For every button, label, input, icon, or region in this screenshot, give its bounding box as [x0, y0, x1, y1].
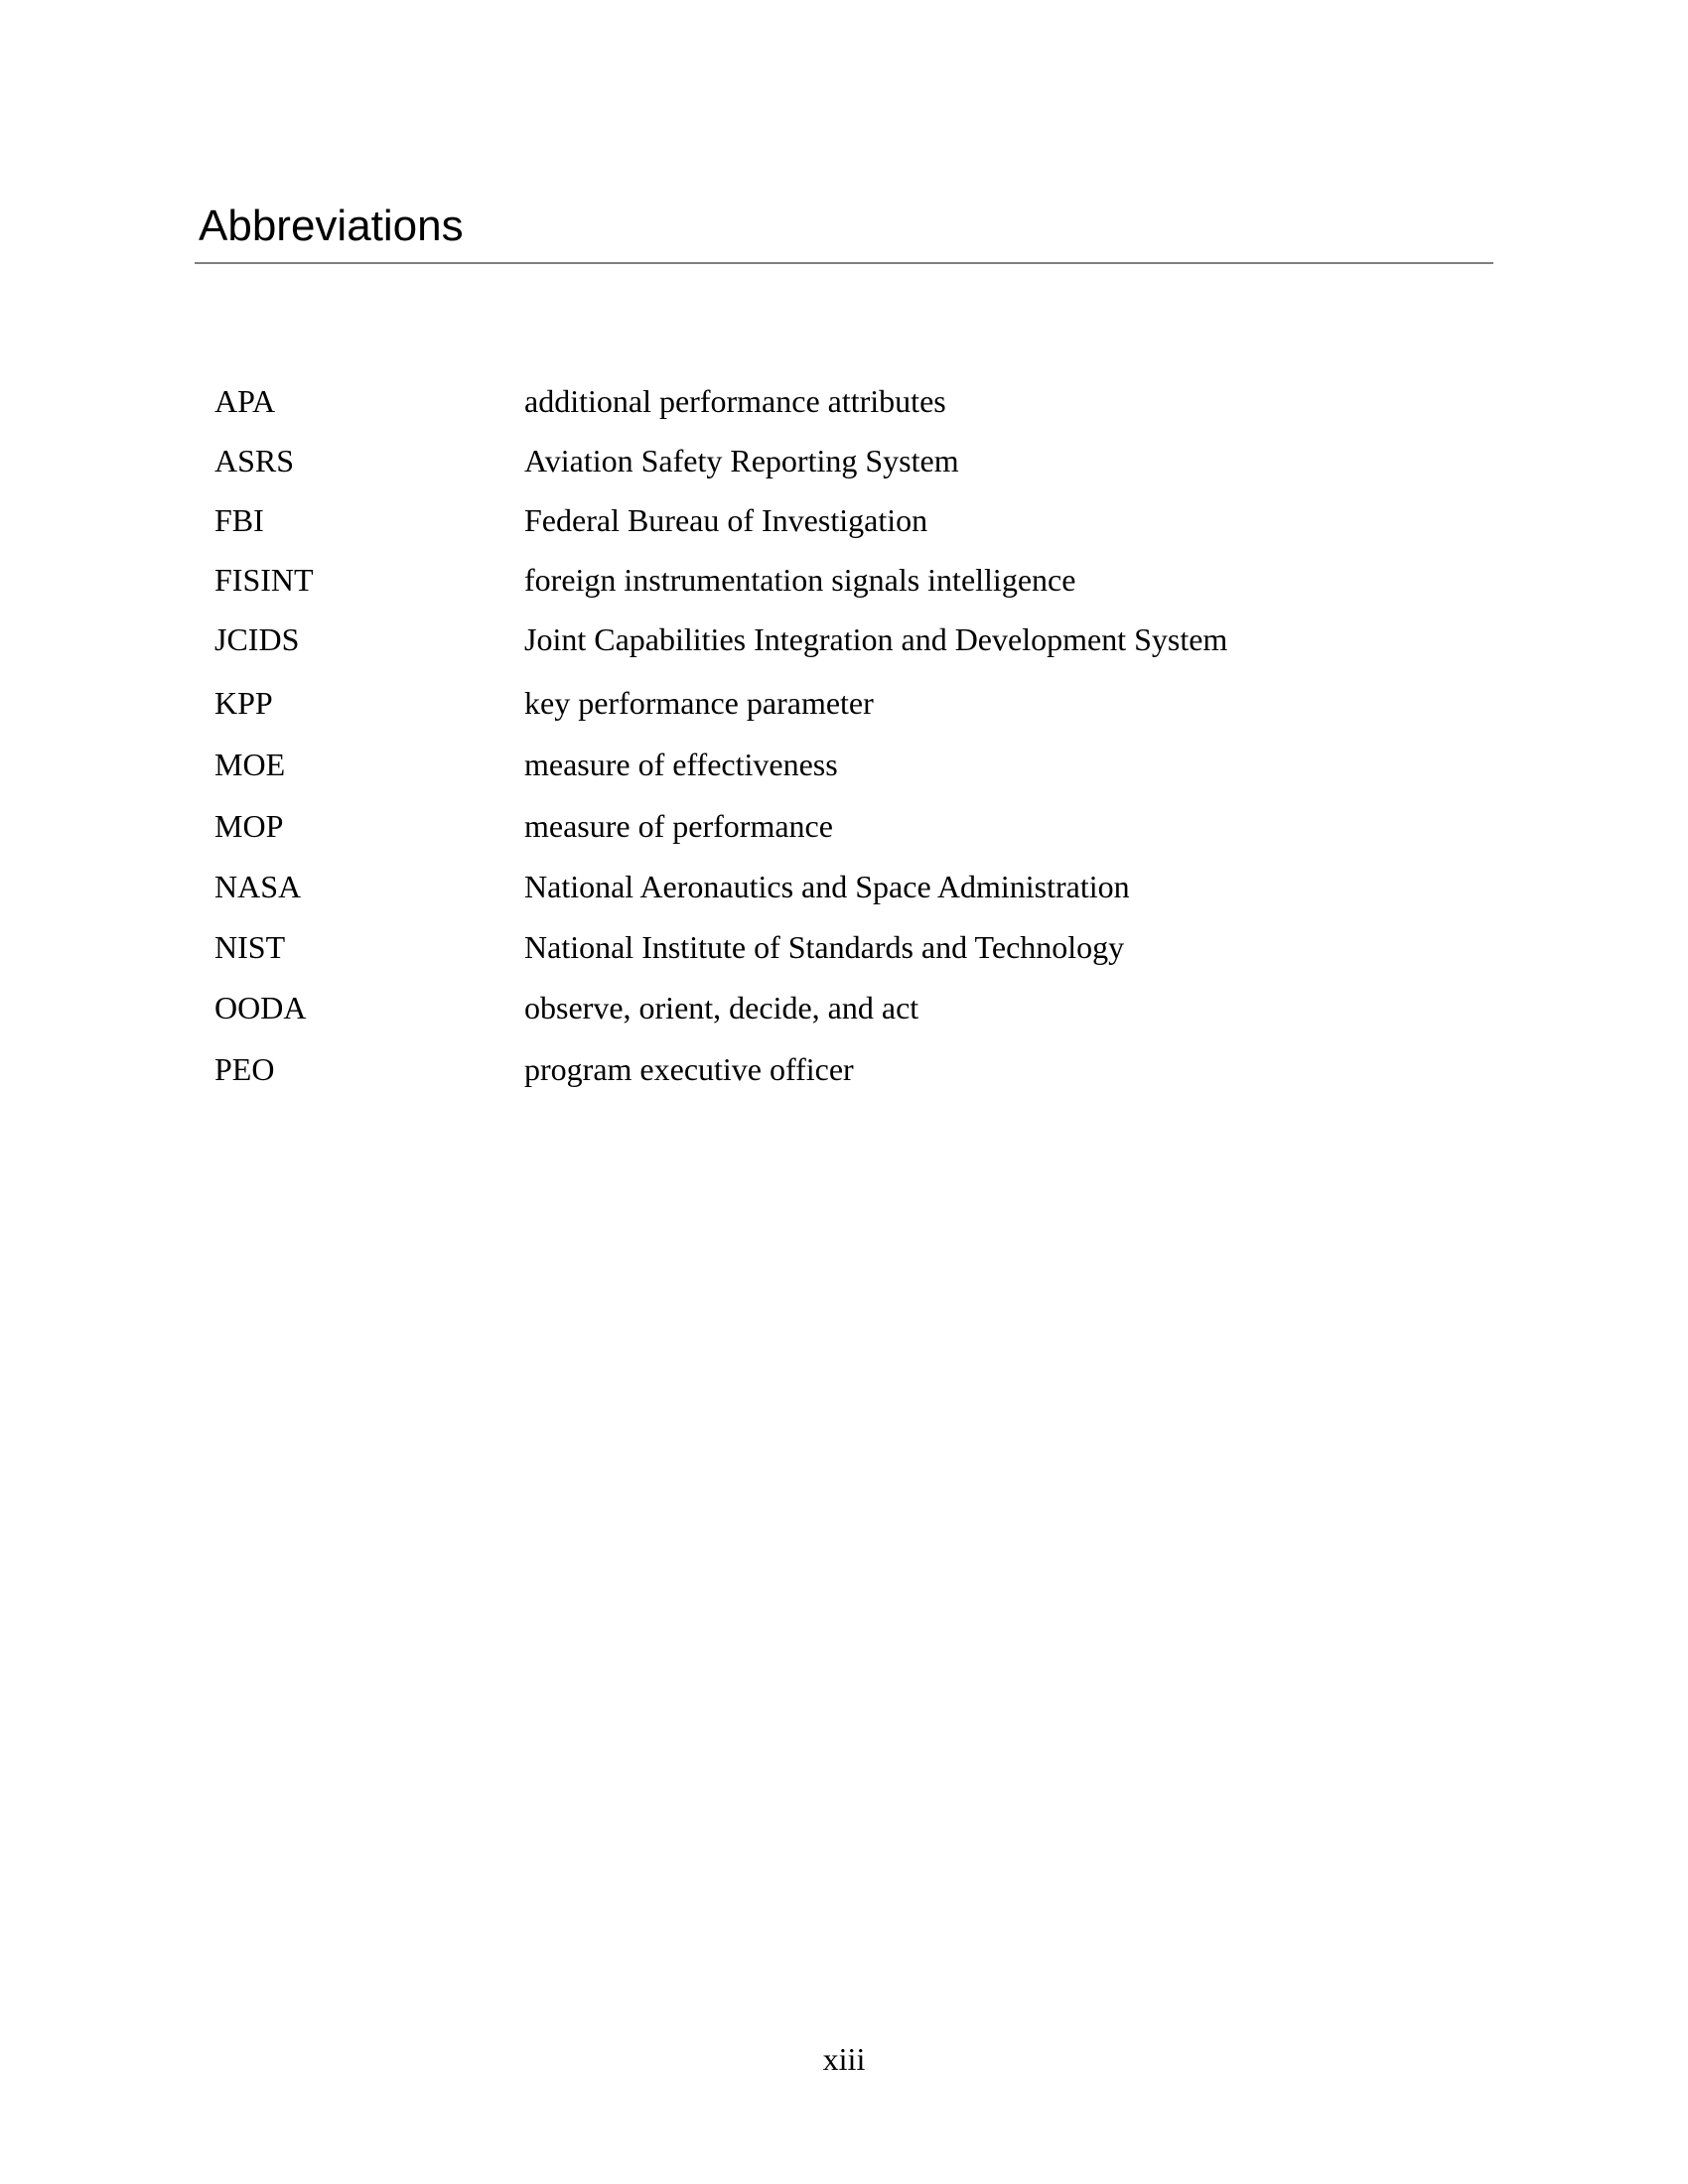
abbreviation-row-mop: [214, 806, 1485, 846]
abbreviation-row-ooda: [214, 988, 1485, 1027]
abbreviation-row-peo: [214, 1049, 1485, 1089]
abbreviation-term: NIST: [214, 929, 286, 965]
abbreviation-term: FBI: [214, 502, 264, 538]
abbreviation-definition: foreign instrumentation signals intelligence: [524, 562, 1076, 598]
abbreviation-definition: Federal Bureau of Investigation: [524, 502, 928, 538]
abbreviation-row-apa: [214, 381, 1485, 421]
abbreviation-definition: observe, orient, decide, and act: [524, 990, 919, 1025]
abbreviation-row-moe: [214, 745, 1485, 784]
abbreviation-term: OODA: [214, 990, 307, 1025]
abbreviation-term: MOP: [214, 808, 284, 844]
abbreviation-definition: program executive officer: [524, 1051, 854, 1087]
abbreviation-term: JCIDS: [214, 621, 300, 657]
page-title: Abbreviations: [199, 202, 464, 250]
abbreviation-list: [214, 0, 1485, 1112]
abbreviation-row-nist: [214, 927, 1485, 967]
abbreviation-definition: National Institute of Standards and Technology: [524, 929, 1125, 965]
abbreviation-definition: Aviation Safety Reporting System: [524, 443, 959, 478]
abbreviation-row-fisint: [214, 560, 1485, 600]
abbreviation-row-kpp: [214, 683, 1485, 723]
page-number: xiii: [822, 2041, 866, 2077]
abbreviation-definition: key performance parameter: [524, 685, 874, 721]
abbreviation-row-nasa: [214, 867, 1485, 906]
abbreviation-definition: measure of performance: [524, 808, 833, 844]
abbreviation-term: PEO: [214, 1051, 275, 1087]
abbreviation-term: FISINT: [214, 562, 314, 598]
abbreviation-term: KPP: [214, 685, 273, 721]
abbreviation-term: NASA: [214, 869, 302, 904]
abbreviation-row-jcids: [214, 619, 1485, 659]
abbreviation-term: APA: [214, 383, 276, 419]
abbreviation-row-fbi: [214, 500, 1485, 540]
abbreviation-row-asrs: [214, 441, 1485, 480]
abbreviation-term: MOE: [214, 747, 286, 782]
abbreviation-definition: Joint Capabilities Integration and Development System: [524, 621, 1228, 657]
abbreviation-definition: National Aeronautics and Space Administration: [524, 869, 1130, 904]
abbreviation-term: ASRS: [214, 443, 295, 478]
abbreviation-definition: measure of effectiveness: [524, 747, 838, 782]
abbreviation-definition: additional performance attributes: [524, 383, 946, 419]
